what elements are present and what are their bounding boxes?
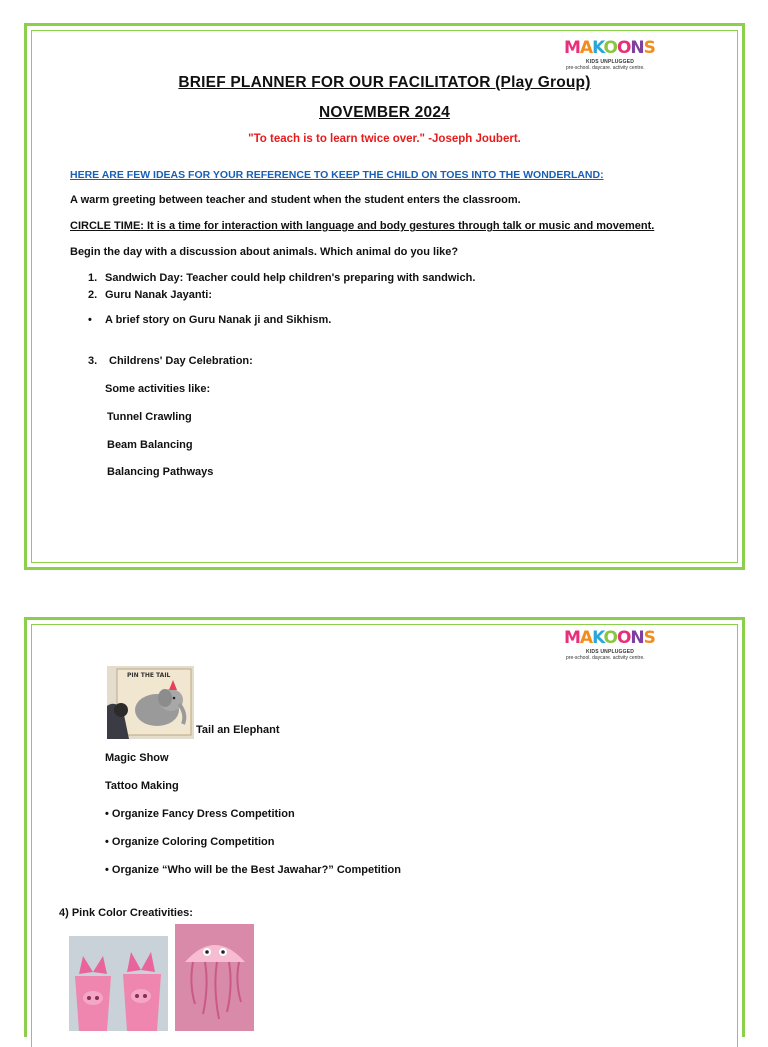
page-title: BRIEF PLANNER FOR OUR FACILITATOR (Play Group) <box>178 74 591 91</box>
book-title: PIN THE TAIL <box>127 672 171 679</box>
pink-pig-cups-photo <box>69 936 168 1031</box>
activity-item: Tattoo Making <box>105 780 179 792</box>
bullet-icon: • <box>88 314 92 326</box>
greeting-text: A warm greeting between teacher and student when the student enters the classroom. <box>70 194 521 206</box>
pink-jellyfish-photo <box>175 924 254 1031</box>
logo-wordmark: MAKOONS <box>564 628 655 648</box>
page-1 <box>24 23 745 570</box>
item-1-text: Sandwich Day: Teacher could help children's preparing with sandwich. <box>105 272 476 284</box>
competition-item: • Organize Coloring Competition <box>105 836 275 848</box>
pink-pig-craft-image <box>69 936 168 1031</box>
month-heading: NOVEMBER 2024 <box>319 104 450 121</box>
guru-nanak-story: A brief story on Guru Nanak ji and Sikhism. <box>105 314 332 326</box>
item-2-number: 2. <box>88 289 98 301</box>
quote: "To teach is to learn twice over." -Joseph Joubert. <box>248 133 521 145</box>
logo-tagline: KIDS UNPLUGGED <box>586 59 635 65</box>
logo-wordmark: MAKOONS <box>564 38 655 58</box>
circle-time-text: CIRCLE TIME: It is a time for interaction with language and body gestures through talk or music and movement. <box>70 220 655 232</box>
item-2-text: Guru Nanak Jayanti: <box>105 289 212 301</box>
item-1-number: 1. <box>88 272 98 284</box>
item-3-text: Childrens' Day Celebration: <box>109 355 253 367</box>
discussion-text: Begin the day with a discussion about animals. Which animal do you like? <box>70 246 459 258</box>
competition-item: • Organize “Who will be the Best Jawahar?” Competition <box>105 864 401 876</box>
page-2 <box>24 617 745 1037</box>
logo-tagline: KIDS UNPLUGGED <box>586 649 635 655</box>
makoons-logo <box>564 628 664 668</box>
item-3-number: 3. <box>88 355 98 367</box>
activity-item: Magic Show <box>105 752 169 764</box>
competition-item: • Organize Fancy Dress Competition <box>105 808 295 820</box>
activity-item: Tunnel Crawling <box>107 411 192 423</box>
tail-caption: Tail an Elephant <box>196 724 280 736</box>
logo-subtitle: pre-school. daycare. activity centre. <box>566 655 645 661</box>
pin-the-tail-photo <box>107 666 194 739</box>
elephant-game-image <box>107 666 194 739</box>
activity-item: Beam Balancing <box>107 439 193 451</box>
ideas-heading-link[interactable]: HERE ARE FEW IDEAS FOR YOUR REFERENCE TO KEEP THE CHILD ON TOES INTO THE WONDERLAND: <box>70 169 604 181</box>
activity-item: Balancing Pathways <box>107 466 214 478</box>
pink-heading: 4) Pink Color Creativities: <box>59 907 193 919</box>
pink-jellyfish-craft-image <box>175 924 254 1031</box>
makoons-logo <box>564 38 664 78</box>
logo-subtitle: pre-school. daycare. activity centre. <box>566 65 645 71</box>
activities-intro: Some activities like: <box>105 383 211 395</box>
